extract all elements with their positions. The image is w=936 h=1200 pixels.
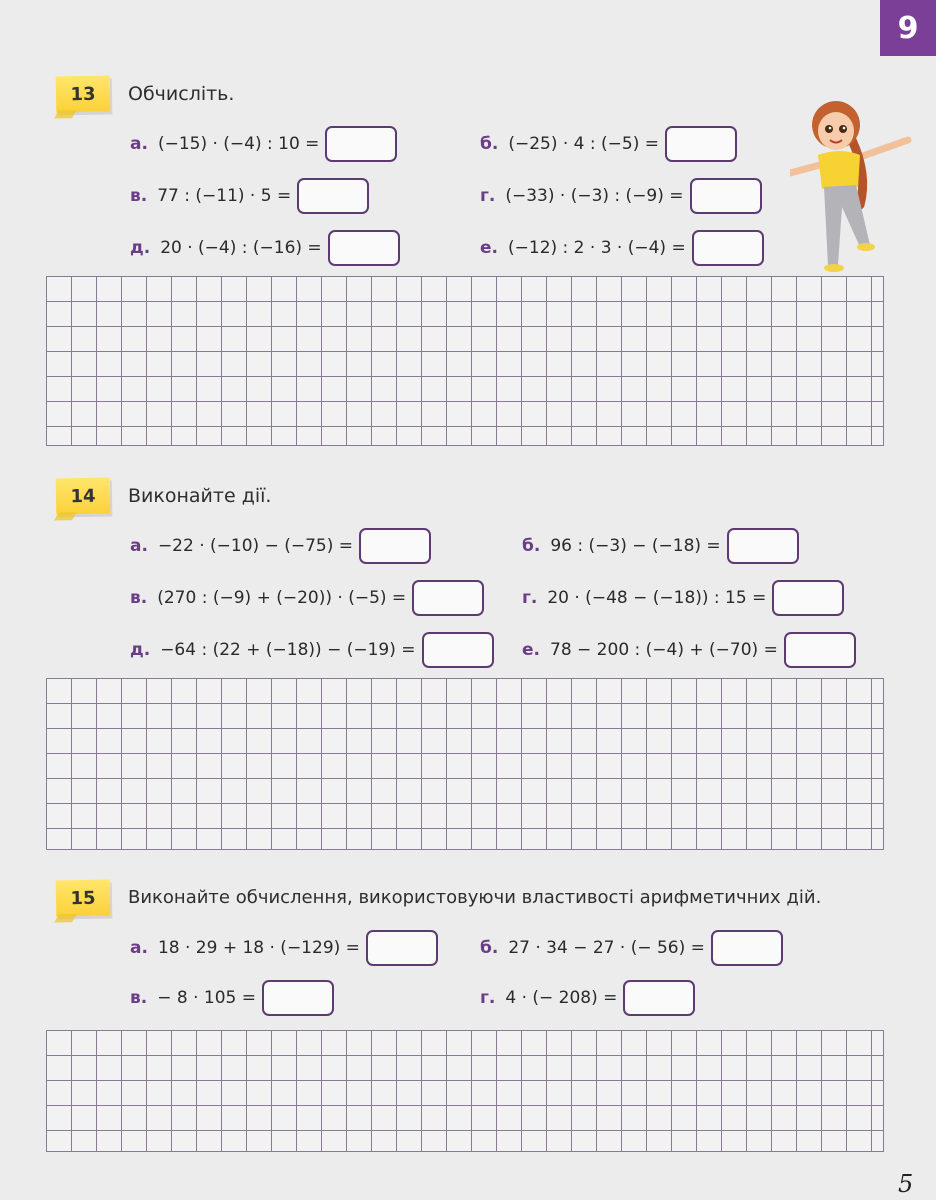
answer-box[interactable] (772, 580, 844, 616)
item-expression: (−33) · (−3) : (−9) = (505, 186, 684, 206)
item-letter: г. (522, 588, 538, 608)
item-letter: е. (480, 238, 498, 258)
answer-box[interactable] (784, 632, 856, 668)
item-expression: −22 · (−10) − (−75) = (157, 536, 354, 556)
item-expression: (−25) · 4 : (−5) = (508, 134, 660, 154)
item-expression: 20 · (−4) : (−16) = (160, 238, 322, 258)
task-15-item-v (130, 980, 334, 1016)
answer-box[interactable] (711, 930, 783, 966)
answer-box[interactable] (328, 230, 400, 266)
item-letter: в. (130, 186, 148, 206)
item-letter: а. (130, 134, 148, 154)
task-13-item-h (480, 178, 762, 214)
answer-box[interactable] (359, 528, 431, 564)
item-expression: 4 · (− 208) = (505, 988, 618, 1008)
item-expression: (270 : (−9) + (−20)) · (−5) = (157, 588, 407, 608)
answer-box[interactable] (665, 126, 737, 162)
task-14-item-d (130, 632, 494, 668)
item-expression: 18 · 29 + 18 · (−129) = (157, 938, 360, 958)
task-13-item-d (130, 230, 400, 266)
task-14-item-b (522, 528, 799, 564)
answer-box[interactable] (325, 126, 397, 162)
task-14-item-v (130, 580, 484, 616)
answer-box[interactable] (366, 930, 438, 966)
girl-illustration (790, 95, 920, 275)
task-15-item-b (480, 930, 783, 966)
item-letter: б. (480, 938, 499, 958)
item-expression: −64 : (22 + (−18)) − (−19) = (160, 640, 416, 660)
task-15-badge: 15 (56, 880, 111, 917)
answer-box[interactable] (262, 980, 334, 1016)
item-letter: а. (130, 536, 148, 556)
task-13-item-e (480, 230, 764, 266)
task-13-item-a (130, 126, 397, 162)
item-letter: в. (130, 988, 148, 1008)
task-14-grid[interactable] (46, 678, 884, 850)
item-letter: а. (130, 938, 148, 958)
answer-box[interactable] (422, 632, 494, 668)
item-expression: (−12) : 2 · 3 · (−4) = (508, 238, 686, 258)
answer-box[interactable] (297, 178, 369, 214)
item-expression: 27 · 34 − 27 · (− 56) = (508, 938, 705, 958)
item-expression: 77 : (−11) · 5 = (157, 186, 292, 206)
task-14-badge: 14 (56, 478, 111, 515)
task-13-item-b (480, 126, 737, 162)
item-letter: д. (130, 640, 151, 660)
task-13-badge: 13 (56, 76, 111, 113)
task-15-item-h (480, 980, 695, 1016)
task-14-item-a (130, 528, 431, 564)
item-letter: г. (480, 186, 496, 206)
task-15-title: Виконайте обчислення, використовуючи властивості арифметичних дій. (128, 887, 822, 908)
item-letter: е. (522, 640, 540, 660)
task-14-item-e (522, 632, 856, 668)
item-expression: 78 − 200 : (−4) + (−70) = (550, 640, 778, 660)
task-13-title: Обчисліть. (128, 83, 235, 105)
item-letter: в. (130, 588, 148, 608)
item-expression: − 8 · 105 = (157, 988, 256, 1008)
page-number: 5 (898, 1170, 914, 1198)
task-15-grid[interactable] (46, 1030, 884, 1152)
task-14-item-h (522, 580, 844, 616)
answer-box[interactable] (692, 230, 764, 266)
item-letter: б. (480, 134, 499, 154)
answer-box[interactable] (727, 528, 799, 564)
task-13-grid[interactable] (46, 276, 884, 446)
answer-box[interactable] (690, 178, 762, 214)
item-letter: д. (130, 238, 151, 258)
answer-box[interactable] (412, 580, 484, 616)
task-14-title: Виконайте дії. (128, 485, 272, 507)
item-expression: 20 · (−48 − (−18)) : 15 = (547, 588, 767, 608)
item-expression: (−15) · (−4) : 10 = (157, 134, 320, 154)
task-13-item-v (130, 178, 369, 214)
item-expression: 96 : (−3) − (−18) = (550, 536, 721, 556)
answer-box[interactable] (623, 980, 695, 1016)
task-15-item-a (130, 930, 438, 966)
grade-tab: 9 (880, 0, 936, 56)
item-letter: б. (522, 536, 541, 556)
item-letter: г. (480, 988, 496, 1008)
